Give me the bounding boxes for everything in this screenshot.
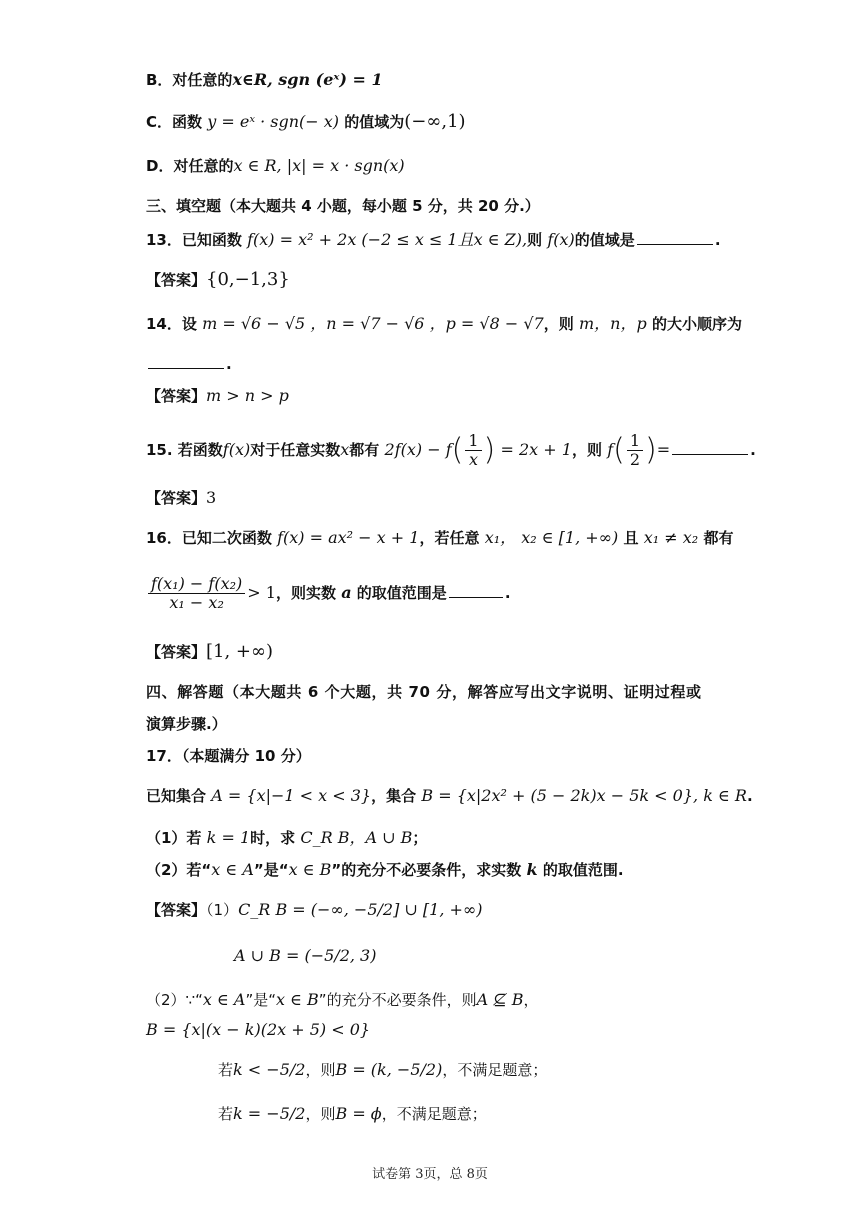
answer-13: 【答案】{0,−1,3} xyxy=(146,269,290,290)
option-d: D．对任意的x ∈ R, |x| = x · sgn(x) xyxy=(146,156,405,175)
answer-blank xyxy=(148,354,224,369)
question-16: 16．已知二次函数 f(x) = ax² − x + 1，若任意 x₁， x₂ ∈ [1, +∞) 且 x₁ ≠ x₂ 都有 xyxy=(146,528,734,547)
answer-15: 【答案】3 xyxy=(146,488,217,507)
answer-17-set-b: B = {x|(x − k)(2x + 5) < 0} xyxy=(146,1020,371,1039)
option-b: B．对任意的x∈R, sgn (eˣ) = 1 xyxy=(146,70,383,89)
page-footer: 试卷第 3页，总 8页 xyxy=(372,1167,488,1182)
section-4-heading-cont: 演算步骤.） xyxy=(146,715,227,733)
answer-blank xyxy=(637,230,713,245)
question-17-part-2: （2）若“x ∈ A”是“x ∈ B”的充分不必要条件，求实数 k 的取值范围. xyxy=(146,860,624,879)
fraction-1-over-x: $\frac{1}{x}$ xyxy=(465,432,481,469)
difference-quotient: $\frac{\text{f(x₁) − f(x₂)}}{\text{x₁ − x₂}}$ xyxy=(148,575,245,612)
answer-blank xyxy=(672,440,748,455)
answer-17-part-2: （2）∵“x ∈ A”是“x ∈ B”的充分不必要条件，则A ⊈ B， xyxy=(146,990,539,1009)
fraction-1-over-2: $\frac{1}{2}$ xyxy=(627,432,643,469)
answer-17-case-1: 若k < −5/2，则B = (k, −5/2)，不满足题意； xyxy=(218,1060,548,1079)
answer-17-case-2: 若k = −5/2，则B = ϕ，不满足题意； xyxy=(218,1104,487,1123)
answer-16: 【答案】[1, +∞) xyxy=(146,641,274,662)
question-16-condition: $\frac{\text{f(x₁) − f(x₂)}}{\text{x₁ − x₂}}$ > 1，则实数 a 的取值范围是 . xyxy=(146,570,511,616)
section-4-heading: 四、解答题（本大题共 6 个大题，共 70 分，解答应写出文字说明、证明过程或 xyxy=(146,683,702,701)
question-14-blank: . xyxy=(146,352,232,376)
question-13: 13．已知函数 f(x) = x² + 2x (−2 ≤ x ≤ 1且x ∈ Z),则 f(x)的值域是 . xyxy=(146,230,721,249)
answer-blank xyxy=(449,583,503,598)
answer-17-union: A ∪ B = (−5/2, 3) xyxy=(234,946,377,965)
question-17-title: 17．（本题满分 10 分） xyxy=(146,747,311,765)
section-3-heading: 三、填空题（本大题共 4 小题，每小题 5 分，共 20 分.） xyxy=(146,197,540,215)
question-17-part-1: （1）若 k = 1时，求 C_R B，A ∪ B； xyxy=(146,828,428,847)
option-c: C．函数 y = eˣ · sgn(− x) 的值域为(−∞,1) xyxy=(146,111,466,132)
answer-14: 【答案】m > n > p xyxy=(146,386,289,405)
question-14: 14．设 m = √6 − √5 ，n = √7 − √6 ，p = √8 − √7，则 m，n，p 的大小顺序为 xyxy=(146,314,742,333)
question-17-stem: 已知集合 A = {x|−1 < x < 3}，集合 B = {x|2x² + (5 − 2k)x − 5k < 0}, k ∈ R. xyxy=(146,786,753,805)
answer-17-part-1: 【答案】（1）C_R B = (−∞, −5/2] ∪ [1, +∞) xyxy=(146,900,483,919)
question-15: 15. 若函数f(x)对于任意实数x都有 2f(x) − f( $\frac{1}{x}$ ) = 2x + 1，则 f( $\frac{1}{2}$ )= . xyxy=(146,431,756,469)
